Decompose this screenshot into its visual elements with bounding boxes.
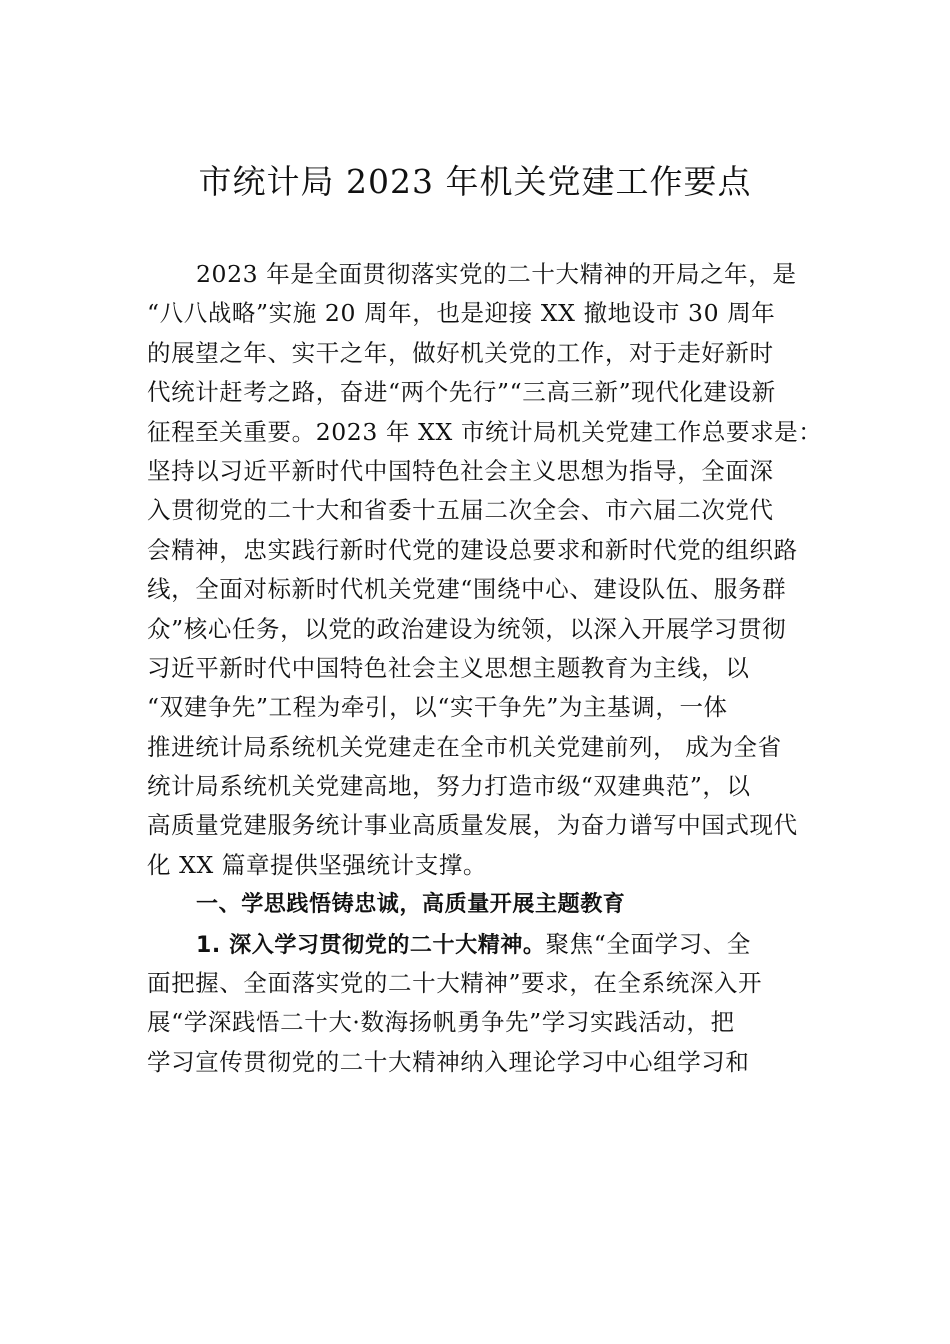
intro-line: “双建争先”工程为牵引，以“实干争先”为主基调，一体 xyxy=(147,693,728,722)
intro-line: 推进统计局系统机关党建走在全市机关党建前列， 成为全省 xyxy=(147,732,782,761)
item-first-line xyxy=(147,925,819,964)
intro-line: 的展望之年、实干之年，做好机关党的工作，对于走好新时 xyxy=(147,338,774,367)
intro-line: “八八战略”实施 20 周年，也是迎接 XX 撤地设市 30 周年 xyxy=(147,299,776,328)
intro-line: 会精神，忠实践行新时代党的建设总要求和新时代党的组织路 xyxy=(147,535,798,564)
intro-line: 2023 年是全面贯彻落实党的二十大精神的开局之年，是 xyxy=(196,260,797,288)
document-body xyxy=(147,255,823,1082)
intro-line: 众”核心任务，以党的政治建设为统领，以深入开展学习贯彻 xyxy=(147,614,787,643)
intro-line: 入贯彻党的二十大和省委十五届二次全会、市六届二次党代 xyxy=(147,496,774,525)
intro-line: 线，全面对标新时代机关党建“围绕中心、建设队伍、服务群 xyxy=(147,575,787,604)
intro-line: 习近平新时代中国特色社会主义思想主题教育为主线，以 xyxy=(147,653,750,682)
item-lead-rest: 聚焦“全面学习、全 xyxy=(545,929,751,958)
intro-line: 化 XX 篇章提供坚强统计支撑。 xyxy=(147,850,487,879)
intro-line: 征程至关重要。2023 年 XX 市统计局机关党建工作总要求是： xyxy=(147,417,823,446)
intro-line: 坚持以习近平新时代中国特色社会主义思想为指导，全面深 xyxy=(147,456,774,485)
item-line: 展“学深践悟二十大·数海扬帆勇争先”学习实践活动，把 xyxy=(147,1008,735,1037)
item-line: 面把握、全面落实党的二十大精神”要求，在全系统深入开 xyxy=(147,969,763,998)
intro-line: 高质量党建服务统计事业高质量发展，为奋力谱写中国式现代 xyxy=(147,811,798,840)
intro-line: 统计局系统机关党建高地，努力打造市级“双建典范”，以 xyxy=(147,772,751,801)
item-line: 学习宣传贯彻党的二十大精神纳入理论学习中心组学习和 xyxy=(147,1047,750,1076)
section-heading: 一、学思践悟铸忠诚，高质量开展主题教育 xyxy=(196,892,626,918)
item-bold-lead: 1. 深入学习贯彻党的二十大精神。 xyxy=(196,932,546,958)
document-title: 市统计局 2023 年机关党建工作要点 xyxy=(198,162,752,201)
intro-line: 代统计赶考之路，奋进“两个先行”“三高三新”现代化建设新 xyxy=(147,378,776,407)
